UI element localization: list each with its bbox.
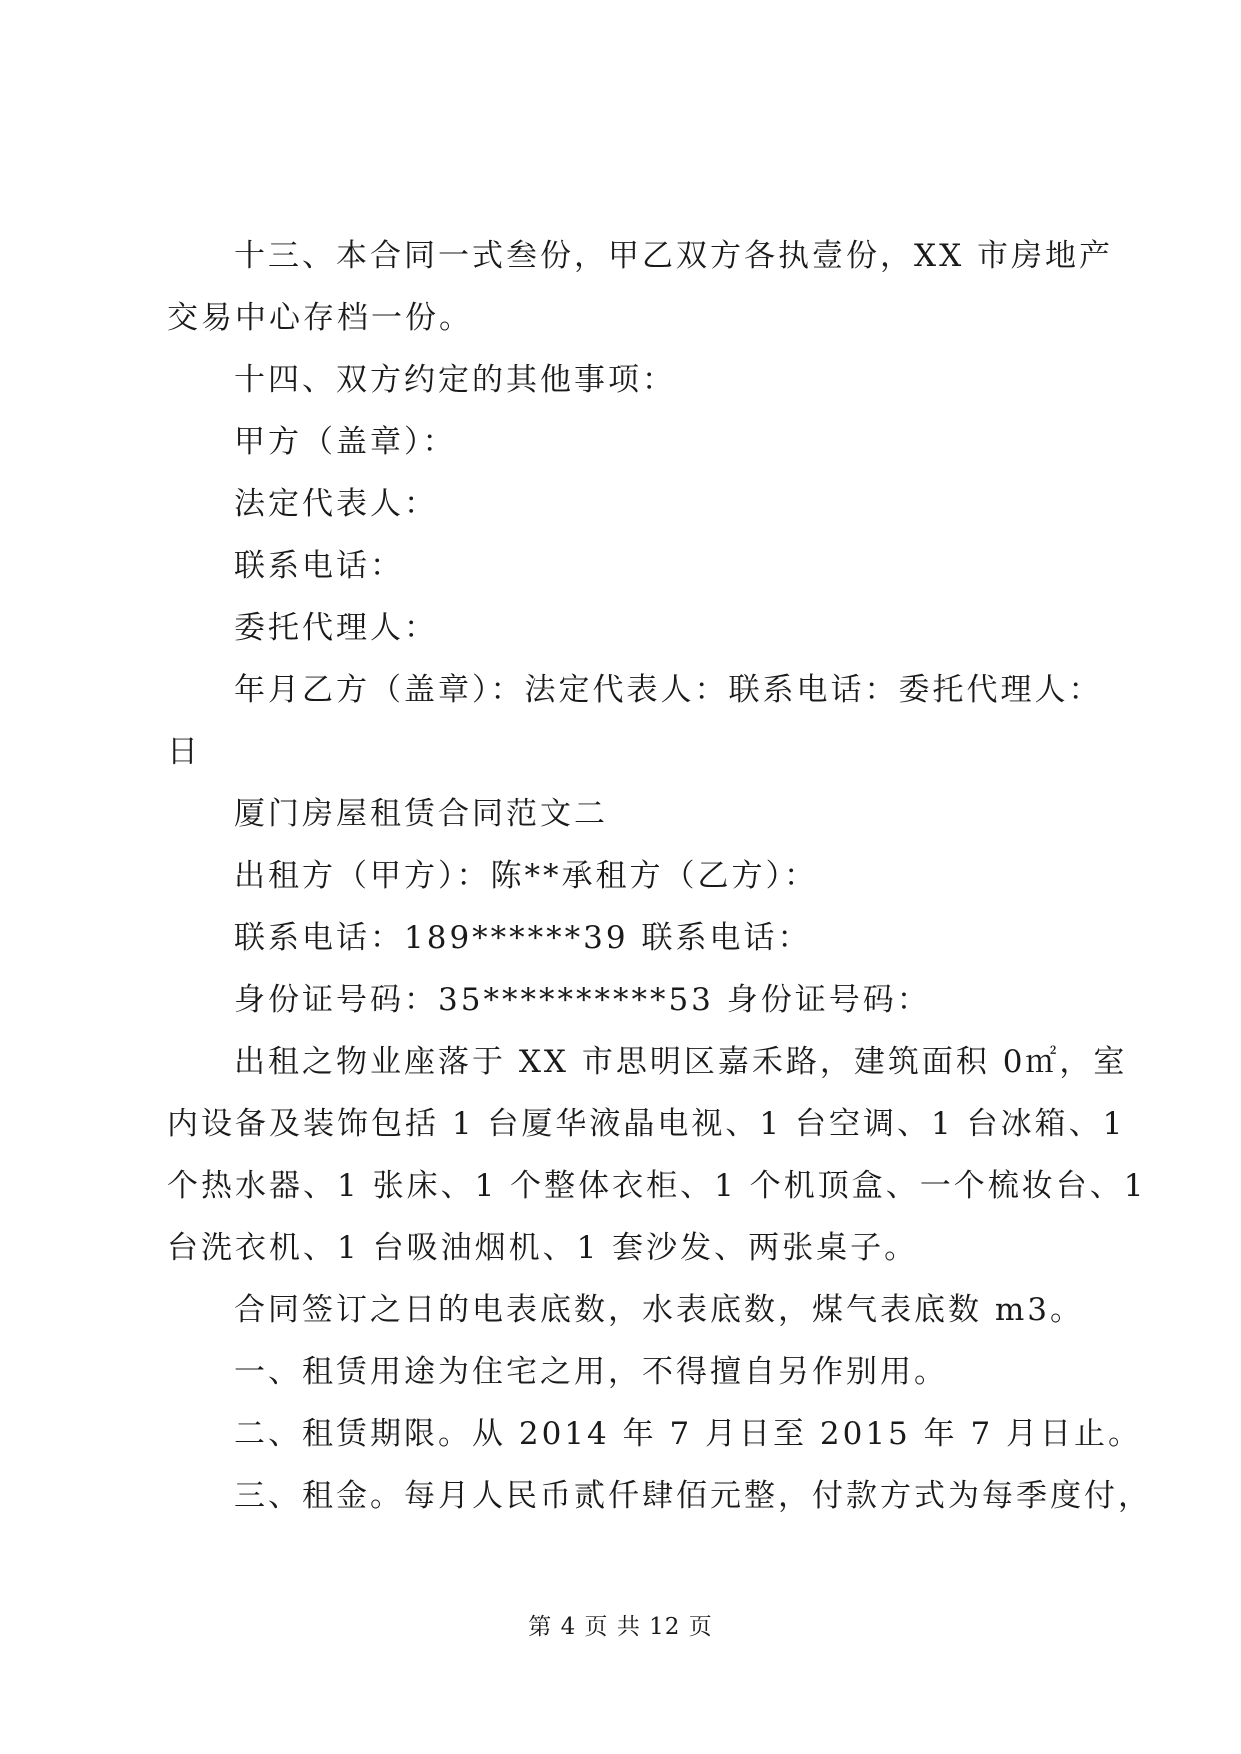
text-line: 内设备及装饰包括 1 台厦华液晶电视、1 台空调、1 台冰箱、1	[167, 1106, 1126, 1142]
text-line: 日	[167, 734, 201, 770]
text-line: 十三、本合同一式叁份，甲乙双方各执壹份，XX 市房地产	[234, 238, 1113, 274]
text-line: 三、租金。每月人民币贰仟肆佰元整，付款方式为每季度付，	[234, 1478, 1152, 1514]
text-line: 联系电话：189******39 联系电话：	[234, 920, 812, 956]
text-line: 委托代理人：	[234, 610, 438, 646]
text-line: 身份证号码：35**********53 身份证号码：	[234, 982, 931, 1018]
text-line: 年月乙方（盖章）：法定代表人：联系电话：委托代理人：	[234, 672, 1103, 708]
text-line: 台洗衣机、1 台吸油烟机、1 套沙发、两张桌子。	[167, 1230, 919, 1266]
text-line: 法定代表人：	[234, 486, 438, 522]
text-line: 二、租赁期限。从 2014 年 7 月日至 2015 年 7 月日止。	[234, 1416, 1143, 1452]
page-footer: 第 4 页 共 12 页	[528, 1614, 713, 1640]
text-line: 合同签订之日的电表底数，水表底数，煤气表底数 m3。	[234, 1292, 1084, 1328]
document-body	[167, 225, 1152, 1527]
section-title: 厦门房屋租赁合同范文二	[234, 796, 608, 832]
text-line: 个热水器、1 张床、1 个整体衣柜、1 个机顶盒、一个梳妆台、1	[167, 1168, 1147, 1204]
text-line: 出租方（甲方）：陈**承租方（乙方）：	[234, 858, 818, 894]
text-line: 出租之物业座落于 XX 市思明区嘉禾路，建筑面积 0㎡，室	[234, 1044, 1128, 1080]
text-line: 联系电话：	[234, 548, 404, 584]
text-line: 十四、双方约定的其他事项：	[234, 362, 676, 398]
text-line: 甲方（盖章）：	[234, 424, 457, 460]
text-line: 交易中心存档一份。	[167, 300, 473, 336]
text-line: 一、租赁用途为住宅之用，不得擅自另作别用。	[234, 1354, 948, 1390]
